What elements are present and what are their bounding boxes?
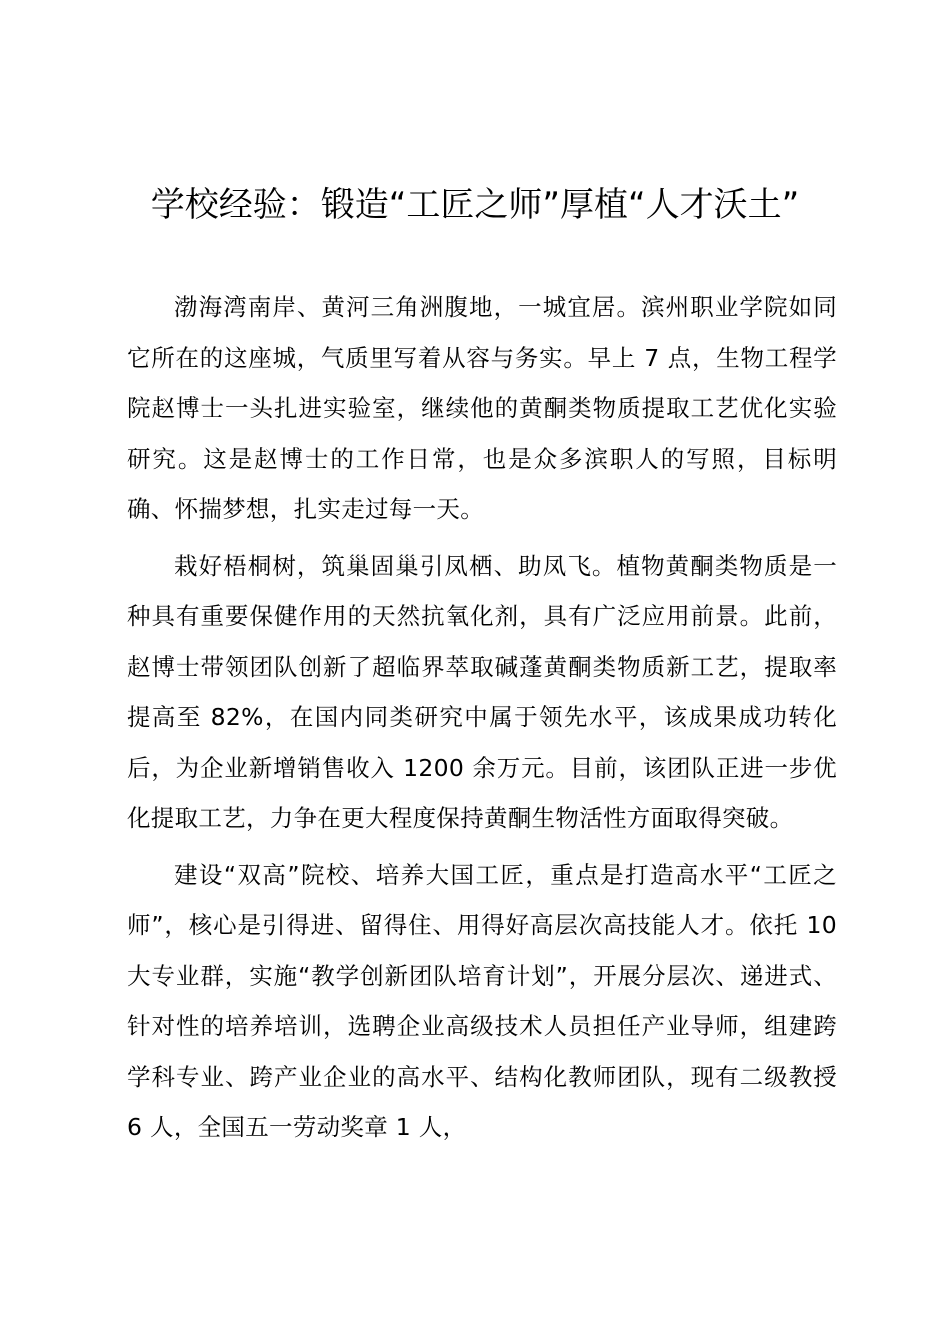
- document-title: 学校经验：锻造“工匠之师”厚植“人才沃土”: [150, 185, 800, 225]
- paragraph-1: 渤海湾南岸、黄河三角洲腹地，一城宜居。滨州职业学院如同它所在的这座城，气质里写着从容与务实。早上 7 点，生物工程学院赵博士一头扎进实验室，继续他的黄酮类物质提取工艺优化实验研究。这是赵博士的工作日常，也是众多滨职人的写照，目标明确、怀揣梦想，扎实走过每一天。: [127, 293, 837, 523]
- paragraph-3: 建设“双高”院校、培养大国工匠，重点是打造高水平“工匠之师”，核心是引得进、留得住、用得好高层次高技能人才。依托 10 大专业群，实施“教学创新团队培育计划”，开展分层次、递进式、针对性的培养培训，选聘企业高级技术人员担任产业导师，组建跨学科专业、跨产业企业的高水平、结构化教师团队，现有二级教授 6 人，全国五一劳动奖章 1 人，: [127, 860, 837, 1141]
- paragraph-2: 栽好梧桐树，筑巢固巢引凤栖、助凤飞。植物黄酮类物质是一种具有重要保健作用的天然抗氧化剂，具有广泛应用前景。此前，赵博士带领团队创新了超临界萃取碱蓬黄酮类物质新工艺，提取率提高至 82%，在国内同类研究中属于领先水平，该成果成功转化后，为企业新增销售收入 1200 余万元。目前，该团队正进一步优化提取工艺，力争在更大程度保持黄酮生物活性方面取得突破。: [127, 551, 837, 832]
- document-body: [127, 282, 837, 1159]
